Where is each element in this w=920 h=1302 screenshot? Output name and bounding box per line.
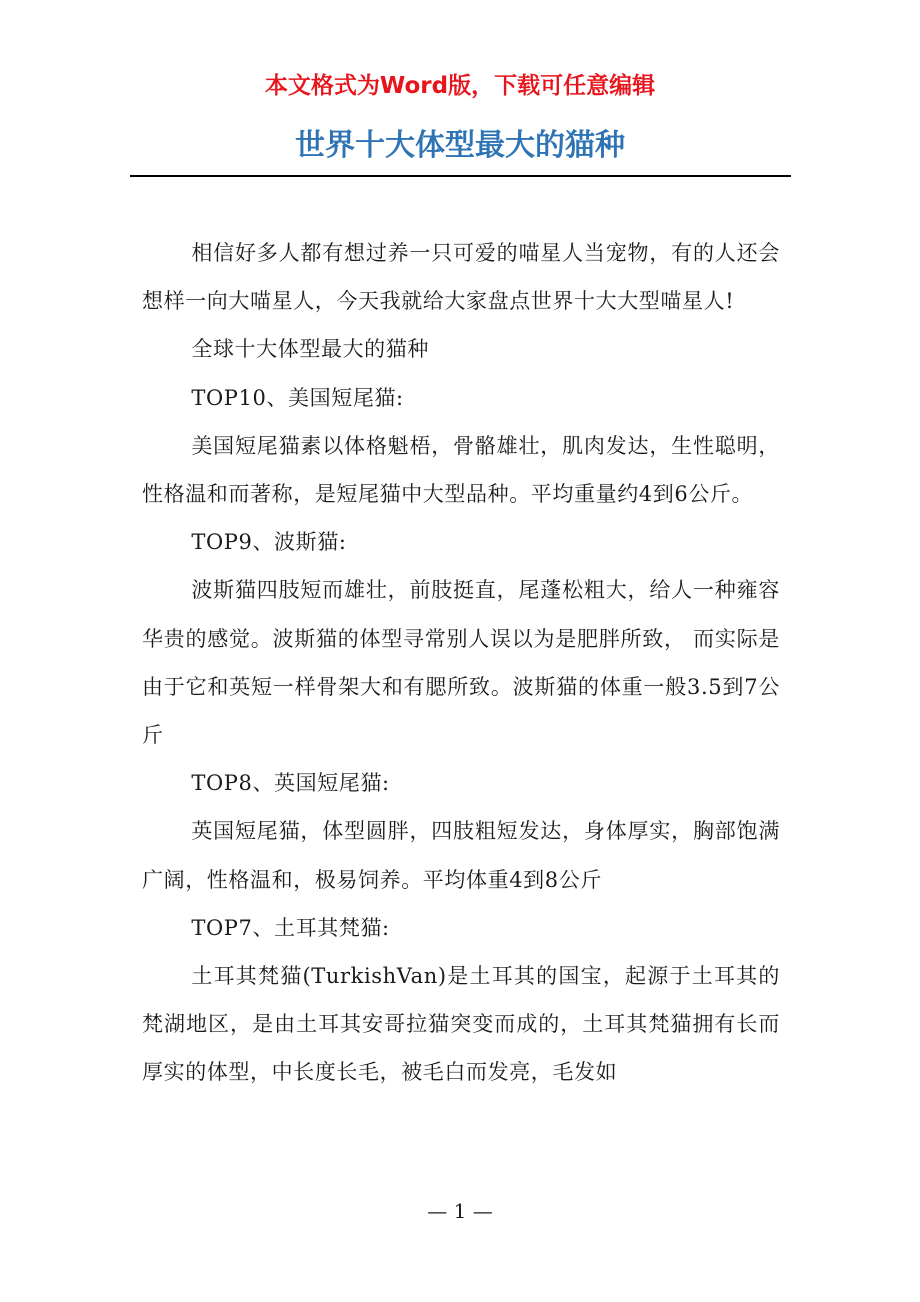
top10-description: 美国短尾猫素以体格魁梧，骨骼雄壮，肌肉发达，生性聪明，性格温和而著称，是短尾猫中大型品种。平均重量约4到6公斤。 [142, 433, 780, 507]
top8-heading: TOP8、英国短尾猫: [191, 771, 390, 796]
intro-paragraph: 相信好多人都有想过养一只可爱的喵星人当宠物，有的人还会想样一向大喵星人，今天我就给大家盘点世界十大大型喵星人! [142, 241, 780, 314]
word-format-notice: 本文格式为Word版，下载可任意编辑 [264, 73, 656, 99]
page-number: — 1 — [427, 1199, 493, 1223]
top8-description: 英国短尾猫，体型圆胖，四肢粗短发达，身体厚实，胸部饱满广阔，性格温和，极易饲养。平均体重4到8公斤 [142, 819, 780, 892]
document-body [142, 229, 780, 1097]
top7-heading: TOP7、土耳其梵猫: [191, 915, 390, 940]
top7-description: 土耳其梵猫(TurkishVan)是土耳其的国宝，起源于土耳其的梵湖地区，是由土耳其安哥拉猫突变而成的，土耳其梵猫拥有长而厚实的体型，中长度长毛，被毛白而发亮，毛发如 [142, 964, 780, 1085]
top9-description: 波斯猫四肢短而雄壮，前肢挺直，尾蓬松粗大，给人一种雍容华贵的感觉。波斯猫的体型寻常别人误以为是肥胖所致， 而实际是由于它和英短一样骨架大和有腮所致。波斯猫的体重一般3.5到7公斤 [142, 578, 780, 748]
document-title: 世界十大体型最大的猫种 [295, 128, 625, 163]
top9-heading: TOP9、波斯猫: [191, 530, 347, 555]
top10-heading: TOP10、美国短尾猫: [191, 385, 404, 410]
title-divider [130, 175, 791, 177]
section-heading: 全球十大体型最大的猫种 [191, 337, 429, 362]
